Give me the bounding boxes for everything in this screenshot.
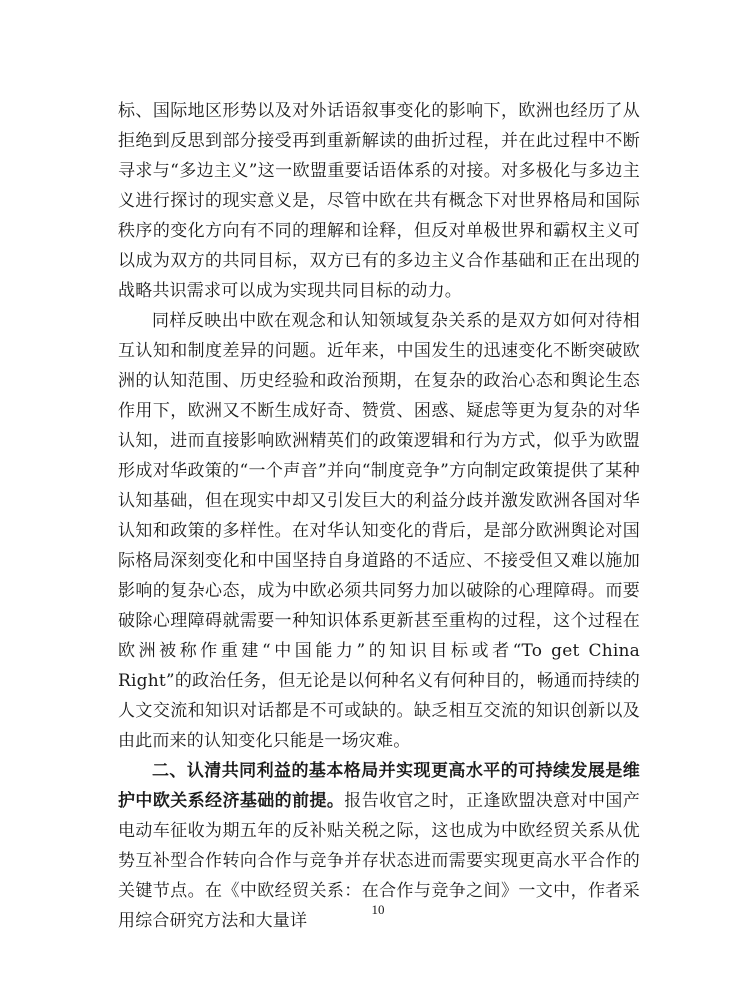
- paragraph-cognition: 同样反映出中欧在观念和认知领域复杂关系的是双方如何对待相互认知和制度差异的问题。近年来，中国发生的迅速变化不断突破欧洲的认知范围、历史经验和政治预期，在复杂的政治心态和舆论生态作用下，欧洲又不断生成好奇、赞赏、困惑、疑虑等更为复杂的对华认知，进而直接影响欧洲精英们的政策逻辑和行为方式，似乎为欧盟形成对华政策的“一个声音”并向“制度竞争”方向制定政策提供了某种认知基础，但在现实中却又引发巨大的利益分歧并激发欧洲各国对华认知和政策的多样性。在对华认知变化的背后，是部分欧洲舆论对国际格局深刻变化和中国坚持自身道路的不适应、不接受但又难以施加影响的复杂心态，成为中欧必须共同努力加以破除的心理障碍。而要破除心理障碍就需要一种知识体系更新甚至重构的过程，这个过程在欧洲被称作重建“中国能力”的知识目标或者“To get China Right”的政治任务，但无论是以何种名义有何种目的，畅通而持续的人文交流和知识对话都是不可或缺的。缺乏相互交流的知识创新以及由此而来的认知变化只能是一场灾难。: [118, 311, 640, 751]
- section-two-text: 报告收官之时，正逢欧盟决意对中国产电动车征收为期五年的反补贴关税之际，这也成为中欧经贸关系从优势互补型合作转向合作与竞争并存状态进而需要实现更高水平合作的关键节点。在《中欧经贸关系：在合作与竞争之间》一文中，作者采用综合研究方法和大量详: [118, 791, 640, 931]
- section-heading-bold: 二、认清共同利益的基本格局并实现更高水平的可持续发展是维护中欧关系经济基础的前提。: [118, 761, 640, 811]
- paragraph-continuation: 标、国际地区形势以及对外话语叙事变化的影响下，欧洲也经历了从拒绝到反思到部分接受再到重新解读的曲折过程，并在此过程中不断寻求与“多边主义”这一欧盟重要话语体系的对接。对多极化与多边主义进行探讨的现实意义是，尽管中欧在共有概念下对世界格局和国际秩序的变化方向有不同的理解和诠释，但反对单极世界和霸权主义可以成为双方的共同目标，双方已有的多边主义合作基础和正在出现的战略共识需求可以成为实现共同目标的动力。: [118, 101, 640, 301]
- page-number: 10: [371, 902, 385, 917]
- body-text: [118, 96, 640, 936]
